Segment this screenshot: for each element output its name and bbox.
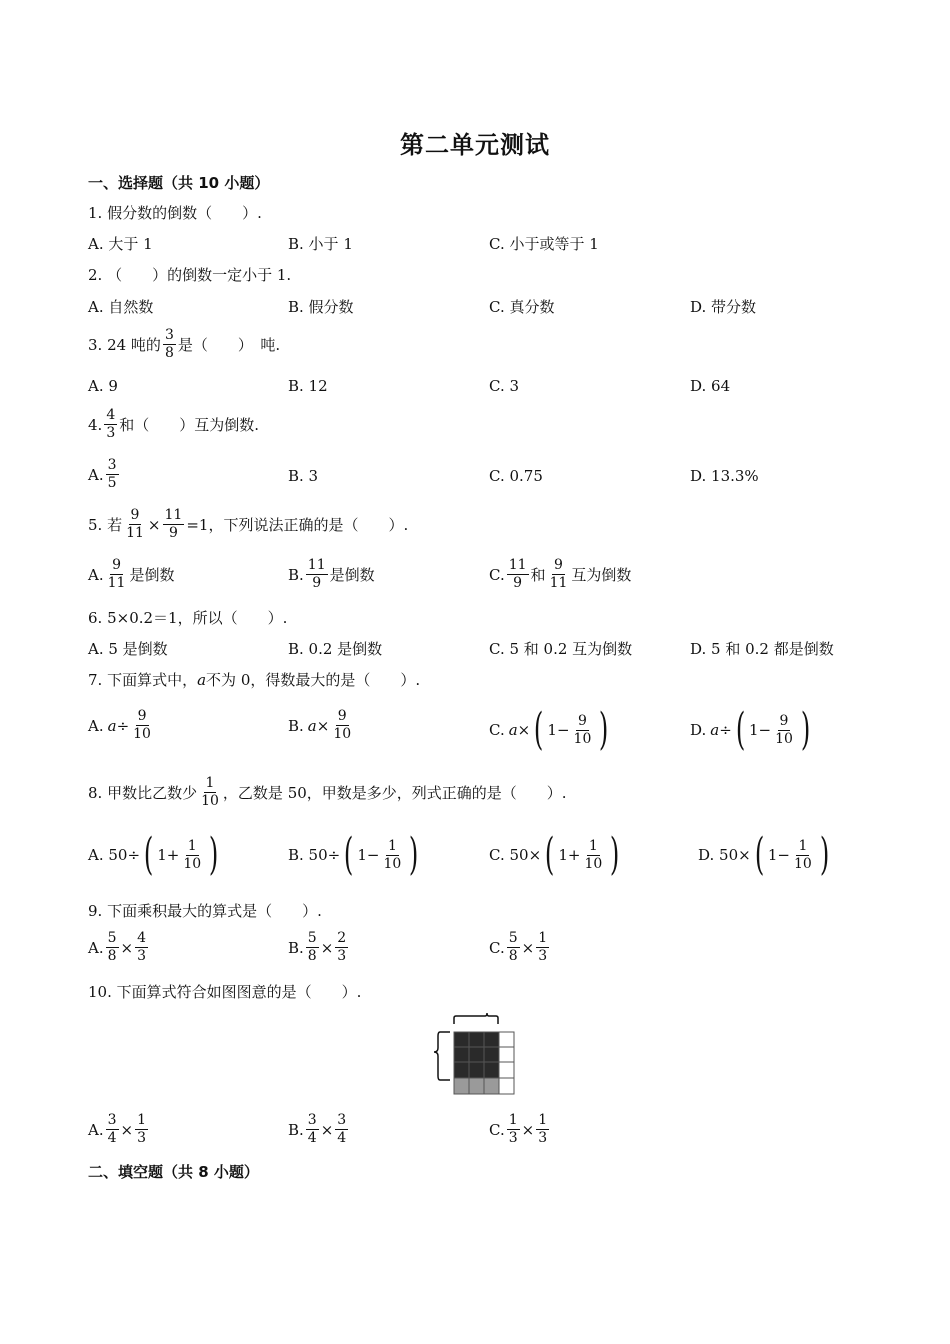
fraction: $\frac{1}{3}$ [508, 1112, 518, 1146]
q3-option-b[interactable]: B. 12 [288, 377, 328, 395]
q4-option-d[interactable]: D. 13.3% [690, 467, 759, 485]
fraction: $\frac{9}{10}$ [133, 708, 151, 742]
fraction: $\frac{11}{9}$ [307, 557, 326, 591]
question-6: 6. 5×0.2＝1，所以（ ）. [88, 609, 288, 627]
fraction: $\frac{2}{3}$ [337, 930, 347, 964]
fraction: $\frac{1}{10}$ [383, 837, 402, 872]
question-3 [88, 327, 280, 362]
q7-option-b[interactable]: B. a × $\frac{9}{10}$ [288, 708, 352, 742]
question-4: 4. $\frac{4}{3}$ 和（ ）互为倒数. [88, 407, 260, 441]
fraction: $\frac{5}{8}$ [107, 930, 117, 964]
question-2: 2. （ ）的倒数一定小于 1. [88, 266, 292, 284]
fraction: $\frac{5}{8}$ [307, 930, 317, 964]
light-shaded-row [454, 1078, 499, 1094]
q9-option-b[interactable]: B. $\frac{5}{8}$ × $\frac{2}{3}$ [288, 930, 347, 964]
q6-option-c[interactable]: C. 5 和 0.2 互为倒数 [489, 640, 633, 658]
q9-option-a[interactable]: A. $\frac{5}{8}$ × $\frac{4}{3}$ [88, 930, 147, 964]
q5-option-c[interactable]: C. $\frac{11}{9}$ 和 $\frac{9}{11}$ 互为倒数 [489, 557, 632, 591]
fraction: $\frac{9}{10}$ [573, 712, 592, 747]
parenthesized-expression: ( 1+ $\frac{1}{10}$ ) [143, 829, 219, 880]
question-1: 1. 假分数的倒数（ ）. [88, 204, 262, 222]
q3-suffix: 是（ ） 吨. [177, 336, 281, 354]
fraction: $\frac{3}{4}$ [107, 1112, 117, 1146]
parenthesized-expression: ( 1− $\frac{9}{10}$ ) [534, 704, 609, 755]
q6-option-a[interactable]: A. 5 是倒数 [88, 640, 168, 658]
parenthesized-expression: ( 1− $\frac{1}{10}$ ) [344, 829, 419, 880]
parenthesized-expression: ( 1− $\frac{1}{10}$ ) [754, 829, 830, 880]
section-heading-fill-blank: 二、填空题（共 8 小题） [88, 1163, 259, 1181]
q7-option-a[interactable]: A. a ÷ $\frac{9}{10}$ [88, 708, 151, 742]
shaded-region [454, 1032, 499, 1078]
question-5: 5. 若 $\frac{9}{11}$ × $\frac{11}{9}$ =1，下列说法正确的是（ ）. [88, 507, 409, 541]
parenthesized-expression: ( 1− $\frac{9}{10}$ ) [735, 704, 811, 755]
q2-option-d[interactable]: D. 带分数 [690, 298, 757, 316]
fraction: $\frac{4}{3}$ [106, 407, 116, 441]
q3-option-c[interactable]: C. 3 [489, 377, 520, 395]
q4-option-b[interactable]: B. 3 [288, 467, 319, 485]
question-9: 9. 下面乘积最大的算式是（ ）. [88, 902, 322, 920]
q2-option-c[interactable]: C. 真分数 [489, 298, 555, 316]
q3-prefix: 3. 24 吨的 [88, 336, 161, 354]
q8-option-a[interactable]: A. 50÷ ( 1+ $\frac{1}{10}$ ) [88, 833, 222, 877]
q5-option-a[interactable]: A. $\frac{9}{11}$ 是倒数 [88, 557, 175, 591]
fraction: $\frac{1}{3}$ [538, 930, 548, 964]
q6-option-b[interactable]: B. 0.2 是倒数 [288, 640, 383, 658]
q4-option-a[interactable]: A. $\frac{3}{5}$ [88, 457, 117, 491]
q10-option-b[interactable]: B. $\frac{3}{4}$ × $\frac{3}{4}$ [288, 1112, 347, 1146]
fraction: $\frac{1}{10}$ [793, 837, 812, 872]
q7-option-c[interactable]: C. a × ( 1− $\frac{9}{10}$ ) [489, 708, 613, 752]
q8-option-d[interactable]: D. 50× ( 1− $\frac{1}{10}$ ) [698, 833, 833, 877]
q7-option-d[interactable]: D. a ÷ ( 1− $\frac{9}{10}$ ) [690, 708, 814, 752]
section-heading-choice: 一、选择题（共 10 小题） [88, 174, 270, 192]
fraction: $\frac{1}{3}$ [538, 1112, 548, 1146]
q8-option-b[interactable]: B. 50÷ ( 1− $\frac{1}{10}$ ) [288, 833, 423, 877]
fraction: $\frac{9}{11}$ [549, 557, 568, 591]
fraction: $\frac{9}{11}$ [107, 557, 126, 591]
q5-option-b[interactable]: B. $\frac{11}{9}$ 是倒数 [288, 557, 375, 591]
question-7: 7. 下面算式中， a 不为 0，得数最大的是（ ）. [88, 670, 421, 689]
q4-option-c[interactable]: C. 0.75 [489, 467, 543, 485]
q8-option-c[interactable]: C. 50× ( 1+ $\frac{1}{10}$ ) [489, 833, 623, 877]
fraction: $\frac{3}{4}$ [307, 1112, 317, 1146]
q3-option-a[interactable]: A. 9 [88, 377, 118, 395]
q1-option-c[interactable]: C. 小于或等于 1 [489, 235, 599, 253]
q9-option-c[interactable]: C. $\frac{5}{8}$ × $\frac{1}{3}$ [489, 930, 548, 964]
question-8: 8. 甲数比乙数少 $\frac{1}{10}$ ，乙数是 50，甲数是多少，列式正确的是（ ）. [88, 775, 567, 809]
q2-option-a[interactable]: A. 自然数 [88, 298, 154, 316]
question-10: 10. 下面算式符合如图图意的是（ ）. [88, 983, 362, 1001]
top-brace [454, 1013, 498, 1024]
q3-option-d[interactable]: D. 64 [690, 377, 731, 395]
parenthesized-expression: ( 1+ $\frac{1}{10}$ ) [545, 829, 620, 880]
fraction: $\frac{3}{5}$ [107, 457, 117, 491]
fraction: $\frac{9}{10}$ [333, 708, 352, 742]
fraction: $\frac{4}{3}$ [137, 930, 147, 964]
fraction: $\frac{1}{3}$ [137, 1112, 147, 1146]
q6-option-d[interactable]: D. 5 和 0.2 都是倒数 [690, 640, 834, 658]
grid-diagram [428, 1012, 520, 1104]
page-title: 第二单元测试 [400, 131, 550, 159]
fraction: $\frac{3}{4}$ [337, 1112, 347, 1146]
fraction: $\frac{9}{10}$ [775, 712, 793, 747]
q1-option-a[interactable]: A. 大于 1 [88, 235, 153, 253]
q10-option-a[interactable]: A. $\frac{3}{4}$ × $\frac{1}{3}$ [88, 1112, 147, 1146]
q1-option-b[interactable]: B. 小于 1 [288, 235, 353, 253]
fraction: $\frac{1}{10}$ [584, 837, 603, 872]
fraction: $\frac{11}{9}$ [508, 557, 527, 591]
left-brace [434, 1032, 450, 1080]
q2-option-b[interactable]: B. 假分数 [288, 298, 354, 316]
fraction: $\frac{9}{11}$ [126, 507, 144, 541]
fraction: $\frac{11}{9}$ [164, 507, 183, 541]
fraction: $\frac{3}{8}$ [164, 327, 174, 361]
fraction: $\frac{5}{8}$ [508, 930, 518, 964]
fraction: $\frac{1}{10}$ [201, 775, 219, 809]
q10-option-c[interactable]: C. $\frac{1}{3}$ × $\frac{1}{3}$ [489, 1112, 548, 1146]
fraction: $\frac{1}{10}$ [183, 837, 202, 872]
